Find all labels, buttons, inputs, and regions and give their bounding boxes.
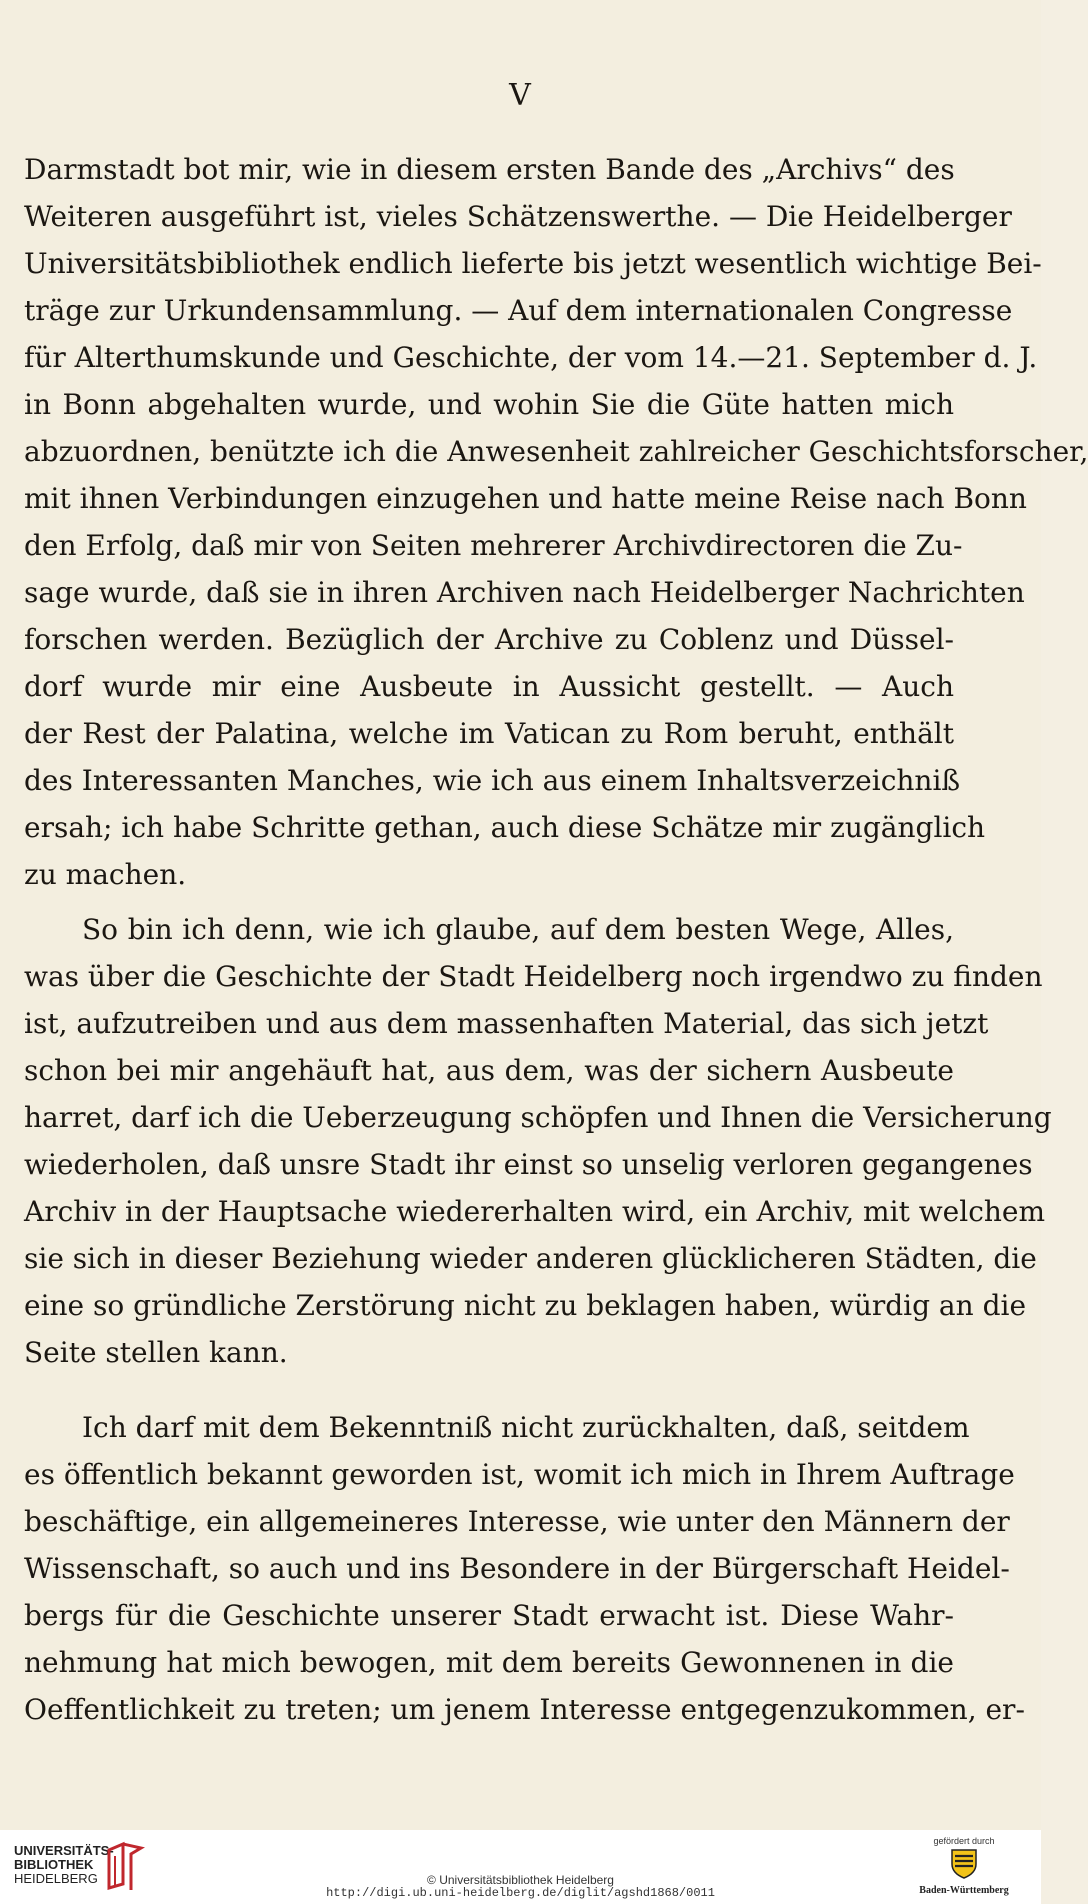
text-line: Darmstadt bot mir, wie in diesem ersten Bande des „Archivs“ des (24, 153, 955, 186)
text-line: harret, darf ich die Ueberzeugung schöpfen und Ihnen die Versicherung (24, 1101, 1052, 1134)
text-line: in Bonn abgehalten wurde, und wohin Sie die Güte hatten mich (24, 388, 954, 421)
text-line: Ich darf mit dem Bekenntniß nicht zurückhalten, daß, seitdem (82, 1411, 970, 1444)
text-line: des Interessanten Manches, wie ich aus einem Inhaltsverzeichniß (24, 764, 961, 797)
text-line: Seite stellen kann. (24, 1336, 288, 1369)
text-line: sie sich in dieser Beziehung wieder anderen glücklicheren Städten, die (24, 1242, 1037, 1275)
text-line: für Alterthumskunde und Geschichte, der vom 14.—21. September d. J. (24, 341, 1038, 374)
text-line: was über die Geschichte der Stadt Heidelberg noch irgendwo zu finden (24, 960, 1043, 993)
sponsor-block (909, 1836, 1019, 1896)
copyright-notice (0, 1871, 1041, 1900)
text-line: forschen werden. Bezüglich der Archive zu Coblenz und Düssel- (24, 623, 954, 656)
text-line: sage wurde, daß sie in ihren Archiven nach Heidelberger Nachrichten (24, 576, 1025, 609)
text-line: Weiteren ausgeführt ist, vieles Schätzenswerthe. — Die Heidelberger (24, 200, 1012, 233)
text-line: nehmung hat mich bewogen, mit dem bereits Gewonnenen in die (24, 1646, 954, 1679)
text-line: bergs für die Geschichte unserer Stadt erwacht ist. Diese Wahr- (24, 1599, 954, 1632)
sponsor-label: gefördert durch (933, 1836, 995, 1846)
text-line: So bin ich denn, wie ich glaube, auf dem besten Wege, Alles, (82, 913, 954, 946)
text-line: mit ihnen Verbindungen einzugehen und hatte meine Reise nach Bonn (24, 482, 1027, 515)
text-line: Wissenschaft, so auch und ins Besondere in der Bürgerschaft Heidel- (24, 1552, 1010, 1585)
text-line: wiederholen, daß unsre Stadt ihr einst so unselig verloren gegangenes (24, 1148, 1033, 1181)
copyright-text: © Universitätsbibliothek Heidelberg (427, 1873, 614, 1887)
permalink-url[interactable]: http://digi.ub.uni-heidelberg.de/diglit/agshd1868/0011 (326, 1886, 715, 1900)
text-line: Universitätsbibliothek endlich lieferte bis jetzt wesentlich wichtige Bei- (24, 247, 1042, 280)
sponsor-name: Baden-Württemberg (919, 1885, 1009, 1896)
text-line: eine so gründliche Zerstörung nicht zu beklagen haben, würdig an die (24, 1289, 1027, 1322)
text-line: dorf wurde mir eine Ausbeute in Aussicht gestellt. — Auch (24, 670, 954, 703)
page-number: V (509, 78, 532, 113)
text-line: zu machen. (24, 858, 187, 891)
library-name-line1: UNIVERSITÄTS- (14, 1843, 114, 1858)
text-line: ersah; ich habe Schritte gethan, auch diese Schätze mir zugänglich (24, 811, 986, 844)
text-line: abzuordnen, benützte ich die Anwesenheit zahlreicher Geschichtsforscher, (24, 435, 1088, 468)
footer-bar (0, 1830, 1041, 1904)
text-line: träge zur Urkundensammlung. — Auf dem internationalen Congresse (24, 294, 1013, 327)
library-name-line2: BIBLIOTHEK (14, 1857, 94, 1872)
text-line: Oeffentlichkeit zu treten; um jenem Interesse entgegenzukommen, er- (24, 1693, 1025, 1726)
text-line: Archiv in der Hauptsache wiedererhalten wird, ein Archiv, mit welchem (24, 1195, 1046, 1228)
text-line: den Erfolg, daß mir von Seiten mehrerer Archivdirectoren die Zu- (24, 529, 963, 562)
text-line: schon bei mir angehäuft hat, aus dem, was der sichern Ausbeute (24, 1054, 954, 1087)
text-line: es öffentlich bekannt geworden ist, womit ich mich in Ihrem Auftrage (24, 1458, 1015, 1491)
text-line: beschäftige, ein allgemeineres Interesse, wie unter den Männern der (24, 1505, 1010, 1538)
text-line: ist, aufzutreiben und aus dem massenhaften Material, das sich jetzt (24, 1007, 989, 1040)
state-coat-of-arms-icon (947, 1846, 981, 1880)
library-name-line3: HEIDELBERG (14, 1871, 98, 1886)
text-line: der Rest der Palatina, welche im Vatican zu Rom beruht, enthält (24, 717, 954, 750)
